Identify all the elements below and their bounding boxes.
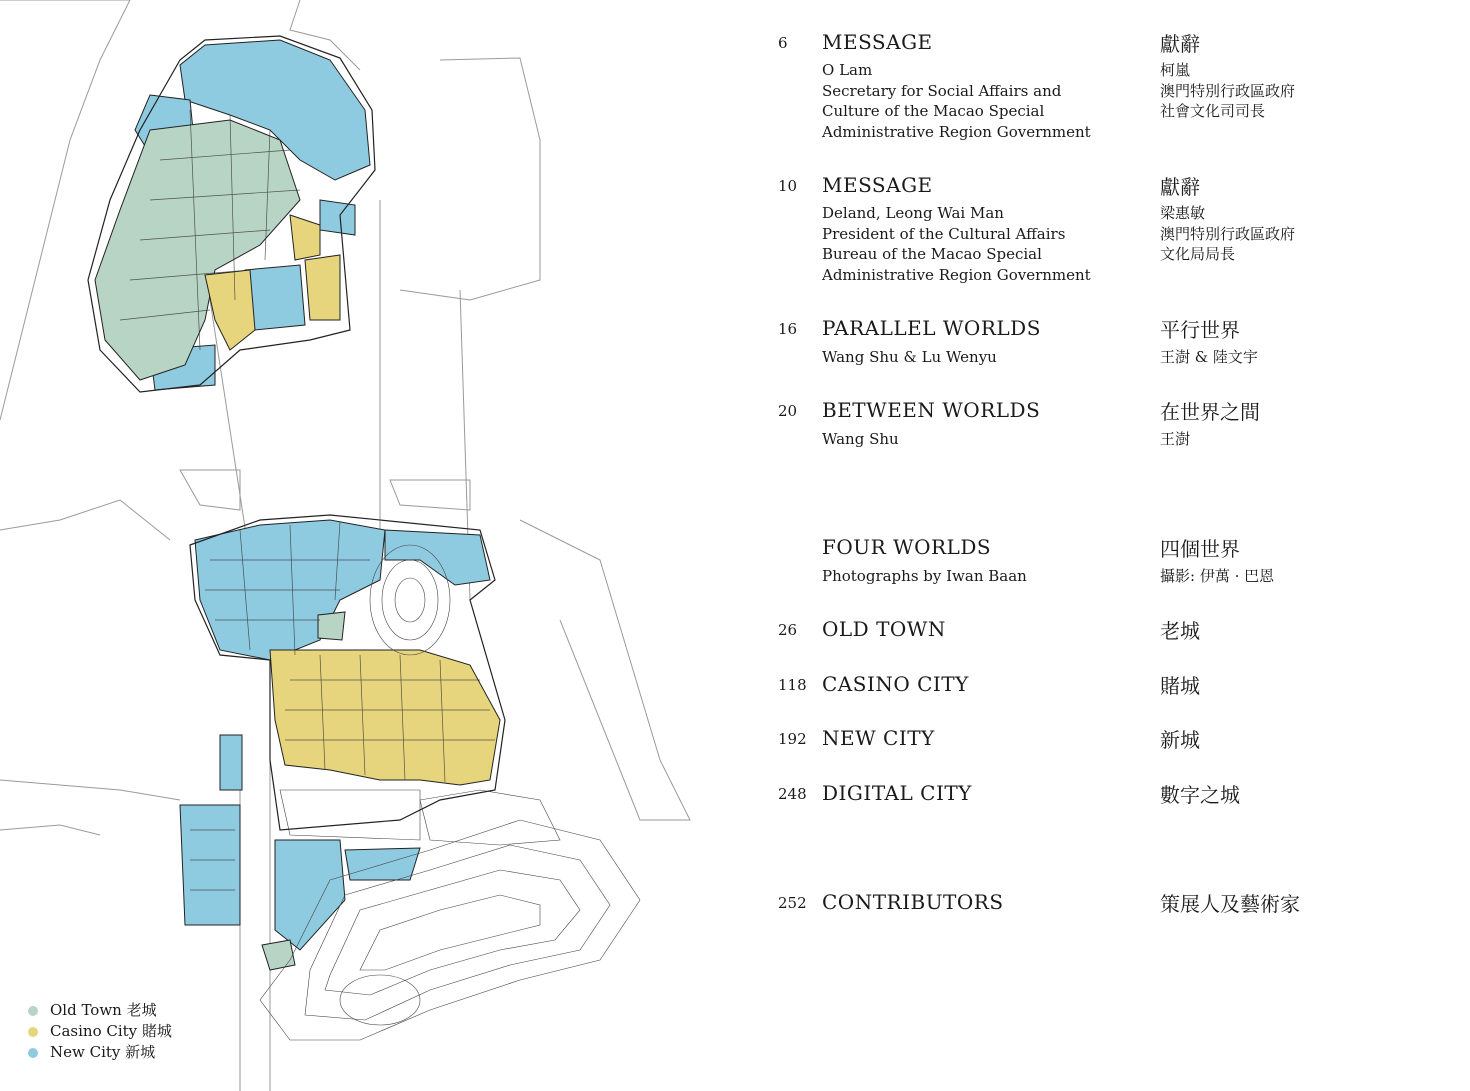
- legend-label: New City 新城: [50, 1043, 156, 1061]
- page-number: 118: [778, 676, 807, 694]
- map-legend: [28, 1000, 172, 1063]
- entry-subtitle: [822, 566, 1027, 587]
- legend-label: Casino City 賭城: [50, 1022, 172, 1040]
- entry-title: FOUR WORLDS: [822, 535, 992, 559]
- entry-subtitle: [822, 60, 1091, 142]
- legend-dot-icon: [28, 1048, 38, 1058]
- subtitle-line: Deland, Leong Wai Man: [822, 204, 1004, 222]
- entry-zh-title: 新城: [1160, 728, 1200, 752]
- page-number: 6: [778, 34, 788, 52]
- entry-title: NEW CITY: [822, 726, 935, 750]
- zh-subtitle-line: 王澍: [1160, 430, 1191, 448]
- page-number: 16: [778, 320, 798, 338]
- entry-zh-title: 數字之城: [1160, 783, 1240, 807]
- entry-zh-title: 獻辭: [1160, 175, 1200, 199]
- entry-title: CONTRIBUTORS: [822, 890, 1004, 914]
- subtitle-line: Administrative Region Government: [822, 265, 1091, 284]
- zh-subtitle-line: 攝影: 伊萬 · 巴恩: [1160, 567, 1275, 585]
- subtitle-line: Wang Shu: [822, 430, 899, 448]
- entry-zh-subtitle: [1160, 429, 1190, 450]
- entry-zh-title: 獻辭: [1160, 32, 1200, 56]
- entry-title: OLD TOWN: [822, 617, 946, 641]
- entry-title: MESSAGE: [822, 173, 933, 197]
- entry-zh-title: 平行世界: [1160, 318, 1240, 342]
- entry-zh-title: 在世界之間: [1160, 400, 1260, 424]
- page-number: 252: [778, 894, 807, 912]
- zh-subtitle-line: 澳門特別行政區政府: [1160, 224, 1296, 243]
- subtitle-line: Photographs by Iwan Baan: [822, 567, 1027, 585]
- page-number: 20: [778, 402, 798, 420]
- page-number: 192: [778, 730, 807, 748]
- subtitle-line: Secretary for Social Affairs and: [822, 81, 1062, 100]
- zh-subtitle-line: 社會文化司司長: [1160, 102, 1266, 120]
- entry-subtitle: [822, 347, 997, 368]
- legend-item-new-city: [28, 1042, 172, 1063]
- entry-zh-title: 策展人及藝術家: [1160, 892, 1300, 916]
- page-number: 10: [778, 177, 798, 195]
- entry-zh-subtitle: [1160, 203, 1295, 265]
- casino-city-zones: [205, 215, 500, 785]
- page-number: 26: [778, 621, 798, 639]
- subtitle-line: Administrative Region Government: [822, 122, 1091, 141]
- macao-map: [0, 0, 700, 1091]
- entry-zh-title: 賭城: [1160, 674, 1200, 698]
- page-number: 248: [778, 785, 807, 803]
- entry-title: BETWEEN WORLDS: [822, 398, 1041, 422]
- entry-title: PARALLEL WORLDS: [822, 316, 1041, 340]
- entry-zh-title: 四個世界: [1160, 537, 1240, 561]
- entry-zh-subtitle: [1160, 60, 1295, 122]
- entry-zh-title: 老城: [1160, 619, 1200, 643]
- zh-subtitle-line: 王澍 & 陸文宇: [1160, 348, 1258, 366]
- legend-label: Old Town 老城: [50, 1001, 157, 1019]
- zh-subtitle-line: 柯嵐: [1160, 61, 1191, 79]
- entry-title: MESSAGE: [822, 30, 933, 54]
- legend-dot-icon: [28, 1006, 38, 1016]
- subtitle-line: O Lam: [822, 61, 873, 79]
- zh-subtitle-line: 文化局局長: [1160, 245, 1236, 263]
- entry-title: CASINO CITY: [822, 672, 969, 696]
- entry-subtitle: [822, 203, 1091, 285]
- entry-title: DIGITAL CITY: [822, 781, 972, 805]
- legend-dot-icon: [28, 1027, 38, 1037]
- zh-subtitle-line: 澳門特別行政區政府: [1160, 81, 1296, 100]
- entry-zh-subtitle: [1160, 347, 1258, 368]
- entry-subtitle: [822, 429, 899, 450]
- legend-item-casino-city: [28, 1021, 172, 1042]
- subtitle-line: President of the Cultural Affairs: [822, 224, 1066, 243]
- subtitle-line: Wang Shu & Lu Wenyu: [822, 348, 997, 366]
- zh-subtitle-line: 梁惠敏: [1160, 204, 1206, 222]
- legend-item-old-town: [28, 1000, 172, 1021]
- subtitle-line: Bureau of the Macao Special: [822, 245, 1042, 263]
- entry-zh-subtitle: [1160, 566, 1274, 587]
- subtitle-line: Culture of the Macao Special: [822, 102, 1045, 120]
